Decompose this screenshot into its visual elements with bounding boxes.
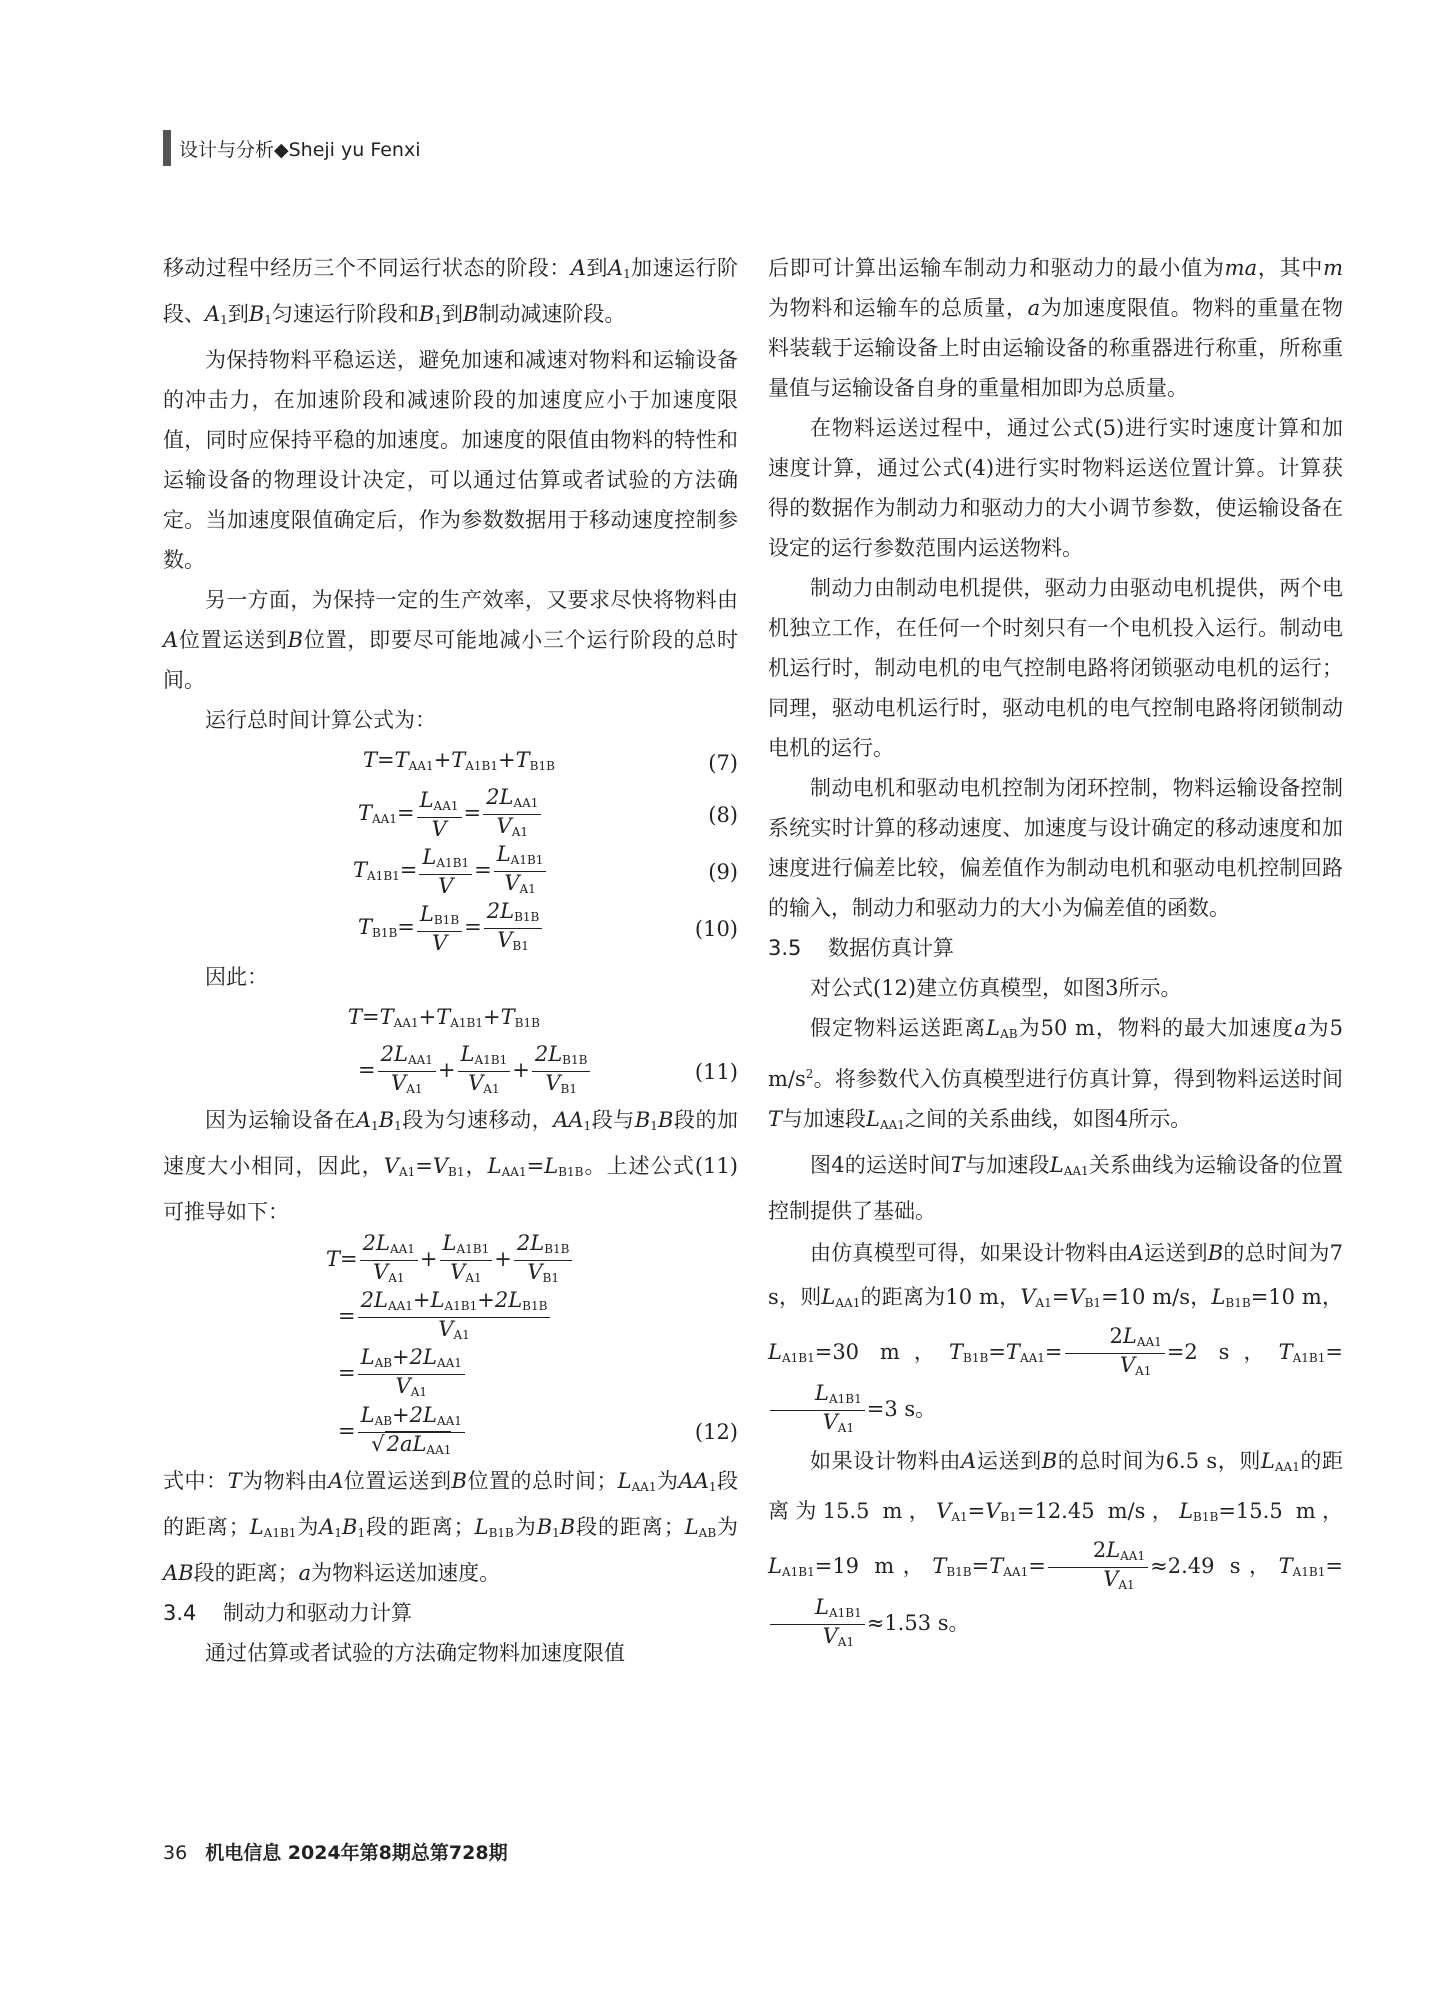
equation-9: $T_{A1B1}=$ $\frac{L_{A1B1}}{V}$ = $\frac{L_{A1B1}}{V_{A1}}$ (9) bbox=[353, 842, 738, 898]
equation-8: $T_{AA1}=$ $\frac{L_{AA1}}{V}$ = $\frac{2L_{AA1}}{V_{A1}}$ (8) bbox=[358, 785, 738, 841]
equation-12-line-2: = $\frac{2L_{AA1}+L_{A1B1}+2L_{B1B}}{V_{A1}}$ bbox=[163, 1289, 738, 1346]
section-title: 数据仿真计算 bbox=[828, 936, 954, 960]
journal-info: 机电信息 2024年第8期总第728期 bbox=[205, 1842, 508, 1864]
equation-12-line-3: = $\frac{L_{AB}+2L_{AA1}}{V_{A1}}$ bbox=[163, 1346, 738, 1403]
right-paragraph-2: 在物料运送过程中，通过公式(5)进行实时速度计算和加速度计算，通过公式(4)进行实时物料运送位置计算。计算获得的数据作为制动力和驱动力的大小调节参数，使运输设备在设定的运行参数范围内运送物料。 bbox=[768, 416, 1343, 560]
right-paragraph-9: 如果设计物料由A运送到B的总时间为6.5 s，则$L_{AA1}$的距离为15.5 m，$V_{A1}=V_{B1}=12.45$ m/s，$L_{B1B}=15.5$ m，$L_{A1B1}=19$ m，$T_{B1B}=T_{AA1}=$ $\frac{2L_{AA1}}{V_{A1}}$ ≈2.49 s，$T_{A1B1}=$ $\frac{L_{A1B1}}{V_{A1}}$ ≈1.53 s。 bbox=[768, 1449, 1344, 1649]
equation-11: = $\frac{2L_{AA1}}{V_{A1}}$ + $\frac{L_{A1B1}}{V_{A1}}$ + $\frac{2L_{B1B}}{V_{B1}}$ (11) bbox=[358, 1042, 738, 1096]
right-paragraph-5: 对公式(12)建立仿真模型，如图3所示。 bbox=[810, 976, 1182, 1000]
equation-number-10: (10) bbox=[694, 916, 738, 941]
section-number: 3.4 bbox=[163, 1601, 197, 1625]
equation-number-11: (11) bbox=[694, 1059, 738, 1084]
page-number: 36 bbox=[163, 1842, 188, 1864]
right-paragraph-4: 制动电机和驱动电机控制为闭环控制，物料运输设备控制系统实时计算的移动速度、加速度与设计确定的移动速度和加速度进行偏差比较，偏差值作为制动电机和驱动电机控制回路的输入，制动力和驱动力的大小为偏差值的函数。 bbox=[768, 776, 1343, 920]
left-paragraph-8: 通过估算或者试验的方法确定物料加速度限值 bbox=[205, 1641, 625, 1665]
section-3-5-heading bbox=[768, 928, 1343, 968]
equation-number-9: (9) bbox=[708, 859, 738, 884]
left-paragraph-4: 运行总时间计算公式为： bbox=[205, 708, 436, 732]
equation-number-8: (8) bbox=[708, 802, 738, 827]
equation-number-7: (7) bbox=[708, 751, 738, 775]
left-paragraph-3: 另一方面，为保持一定的生产效率，又要求尽快将物料由A位置运送到B位置，即要尽可能地减小三个运行阶段的总时间。 bbox=[163, 588, 739, 692]
running-header bbox=[163, 128, 420, 168]
right-paragraph-8: 由仿真模型可得，如果设计物料由A运送到B的总时间为7 s，则$L_{AA1}$的距离为10 m，$V_{A1}=V_{B1}=10$ m/s，$L_{B1B}=10$ m，$L_{A1B1}=30$ m，$T_{B1B}=T_{AA1}=$ $\frac{2L_{AA1}}{V_{A1}}$ =2 s，$T_{A1B1}=$ $\frac{L_{A1B1}}{V_{A1}}$ =3 s。 bbox=[768, 1241, 1344, 1435]
left-column bbox=[163, 248, 738, 1673]
section-number: 3.5 bbox=[768, 936, 802, 960]
header-bar bbox=[163, 130, 171, 166]
equation-11-line-1: $T=T_{AA1}+T_{A1B1}+T_{B1B}$ bbox=[348, 1005, 540, 1030]
header-title: 设计与分析◆Sheji yu Fenxi bbox=[179, 138, 421, 161]
right-paragraph-1: 后即可计算出运输车制动力和驱动力的最小值为ma，其中m为物料和运输车的总质量，a为加速度限值。物料的重量在物料装载于运输设备上时由运输设备的称重器进行称重，所称重量值与运输设备自身的重量相加即为总质量。 bbox=[768, 256, 1344, 400]
right-paragraph-7: 图4的运送时间T与加速段$L_{AA1}$关系曲线为运输设备的位置控制提供了基础。 bbox=[768, 1153, 1343, 1223]
equation-12-line-1: T= $\frac{2L_{AA1}}{V_{A1}}$ + $\frac{L_{A1B1}}{V_{A1}}$ + $\frac{2L_{B1B}}{V_{B1}}$ bbox=[163, 1232, 738, 1289]
equation-7: $T=T_{AA1}+T_{A1B1}+T_{B1B}$ (7) bbox=[163, 740, 738, 786]
equation-number-12: (12) bbox=[694, 1420, 738, 1444]
right-paragraph-3: 制动力由制动电机提供，驱动力由驱动电机提供，两个电机独立工作，在任何一个时刻只有一个电机投入运行。制动电机运行时，制动电机的电气控制电路将闭锁驱动电机的运行；同理，驱动电机运行时，驱动电机的电气控制电路将闭锁制动电机的运行。 bbox=[768, 576, 1343, 760]
left-paragraph-7: 式中：T为物料由A位置运送到B位置的总时间；$L_{AA1}$为$AA_1$段的距离；$L_{A1B1}$为$A_1B_1$段的距离；$L_{B1B}$为$B_1B$段的距离；$L_{AB}$为AB段的距离；a为物料运送加速度。 bbox=[163, 1469, 739, 1585]
left-paragraph-1: 移动过程中经历三个不同运行状态的阶段：A到$A_1$加速运行阶段、$A_1$到$B_1$匀速运行阶段和$B_1$到B制动减速阶段。 bbox=[163, 256, 739, 327]
right-column bbox=[768, 248, 1343, 1653]
left-paragraph-6: 因为运输设备在$A_1B_1$段为匀速移动，$AA_1$段与$B_1B$段的加速度大小相同，因此，$V_{A1}=V_{B1}$，$L_{AA1}=L_{B1B}$。上述公式(11)可推导如下： bbox=[163, 1108, 739, 1224]
equation-12: = $\frac{L_{AB}+2L_{AA1}}{√2aL_{AA1}}$ (12) bbox=[338, 1402, 738, 1457]
page-footer bbox=[163, 1838, 508, 1865]
left-paragraph-2: 为保持物料平稳运送，避免加速和减速对物料和运输设备的冲击力，在加速阶段和减速阶段的加速度应小于加速度限值，同时应保持平稳的加速度。加速度的限值由物料的特性和运输设备的物理设计决定，可以通过估算或者试验的方法确定。当加速度限值确定后，作为参数数据用于移动速度控制参数。 bbox=[163, 348, 738, 572]
section-title: 制动力和驱动力计算 bbox=[223, 1601, 412, 1625]
section-3-4-heading bbox=[163, 1593, 738, 1633]
right-paragraph-6: 假定物料运送距离$L_{AB}$为50 m，物料的最大加速度a为5 $m/s^2$。将参数代入仿真模型进行仿真计算，得到物料运送时间T与加速段$L_{AA1}$之间的关系曲线，如图4所示。 bbox=[768, 1016, 1344, 1132]
left-paragraph-5: 因此： bbox=[205, 965, 268, 989]
equation-10: $T_{B1B}=$ $\frac{L_{B1B}}{V}$ = $\frac{2L_{B1B}}{V_{B1}}$ (10) bbox=[358, 899, 738, 955]
